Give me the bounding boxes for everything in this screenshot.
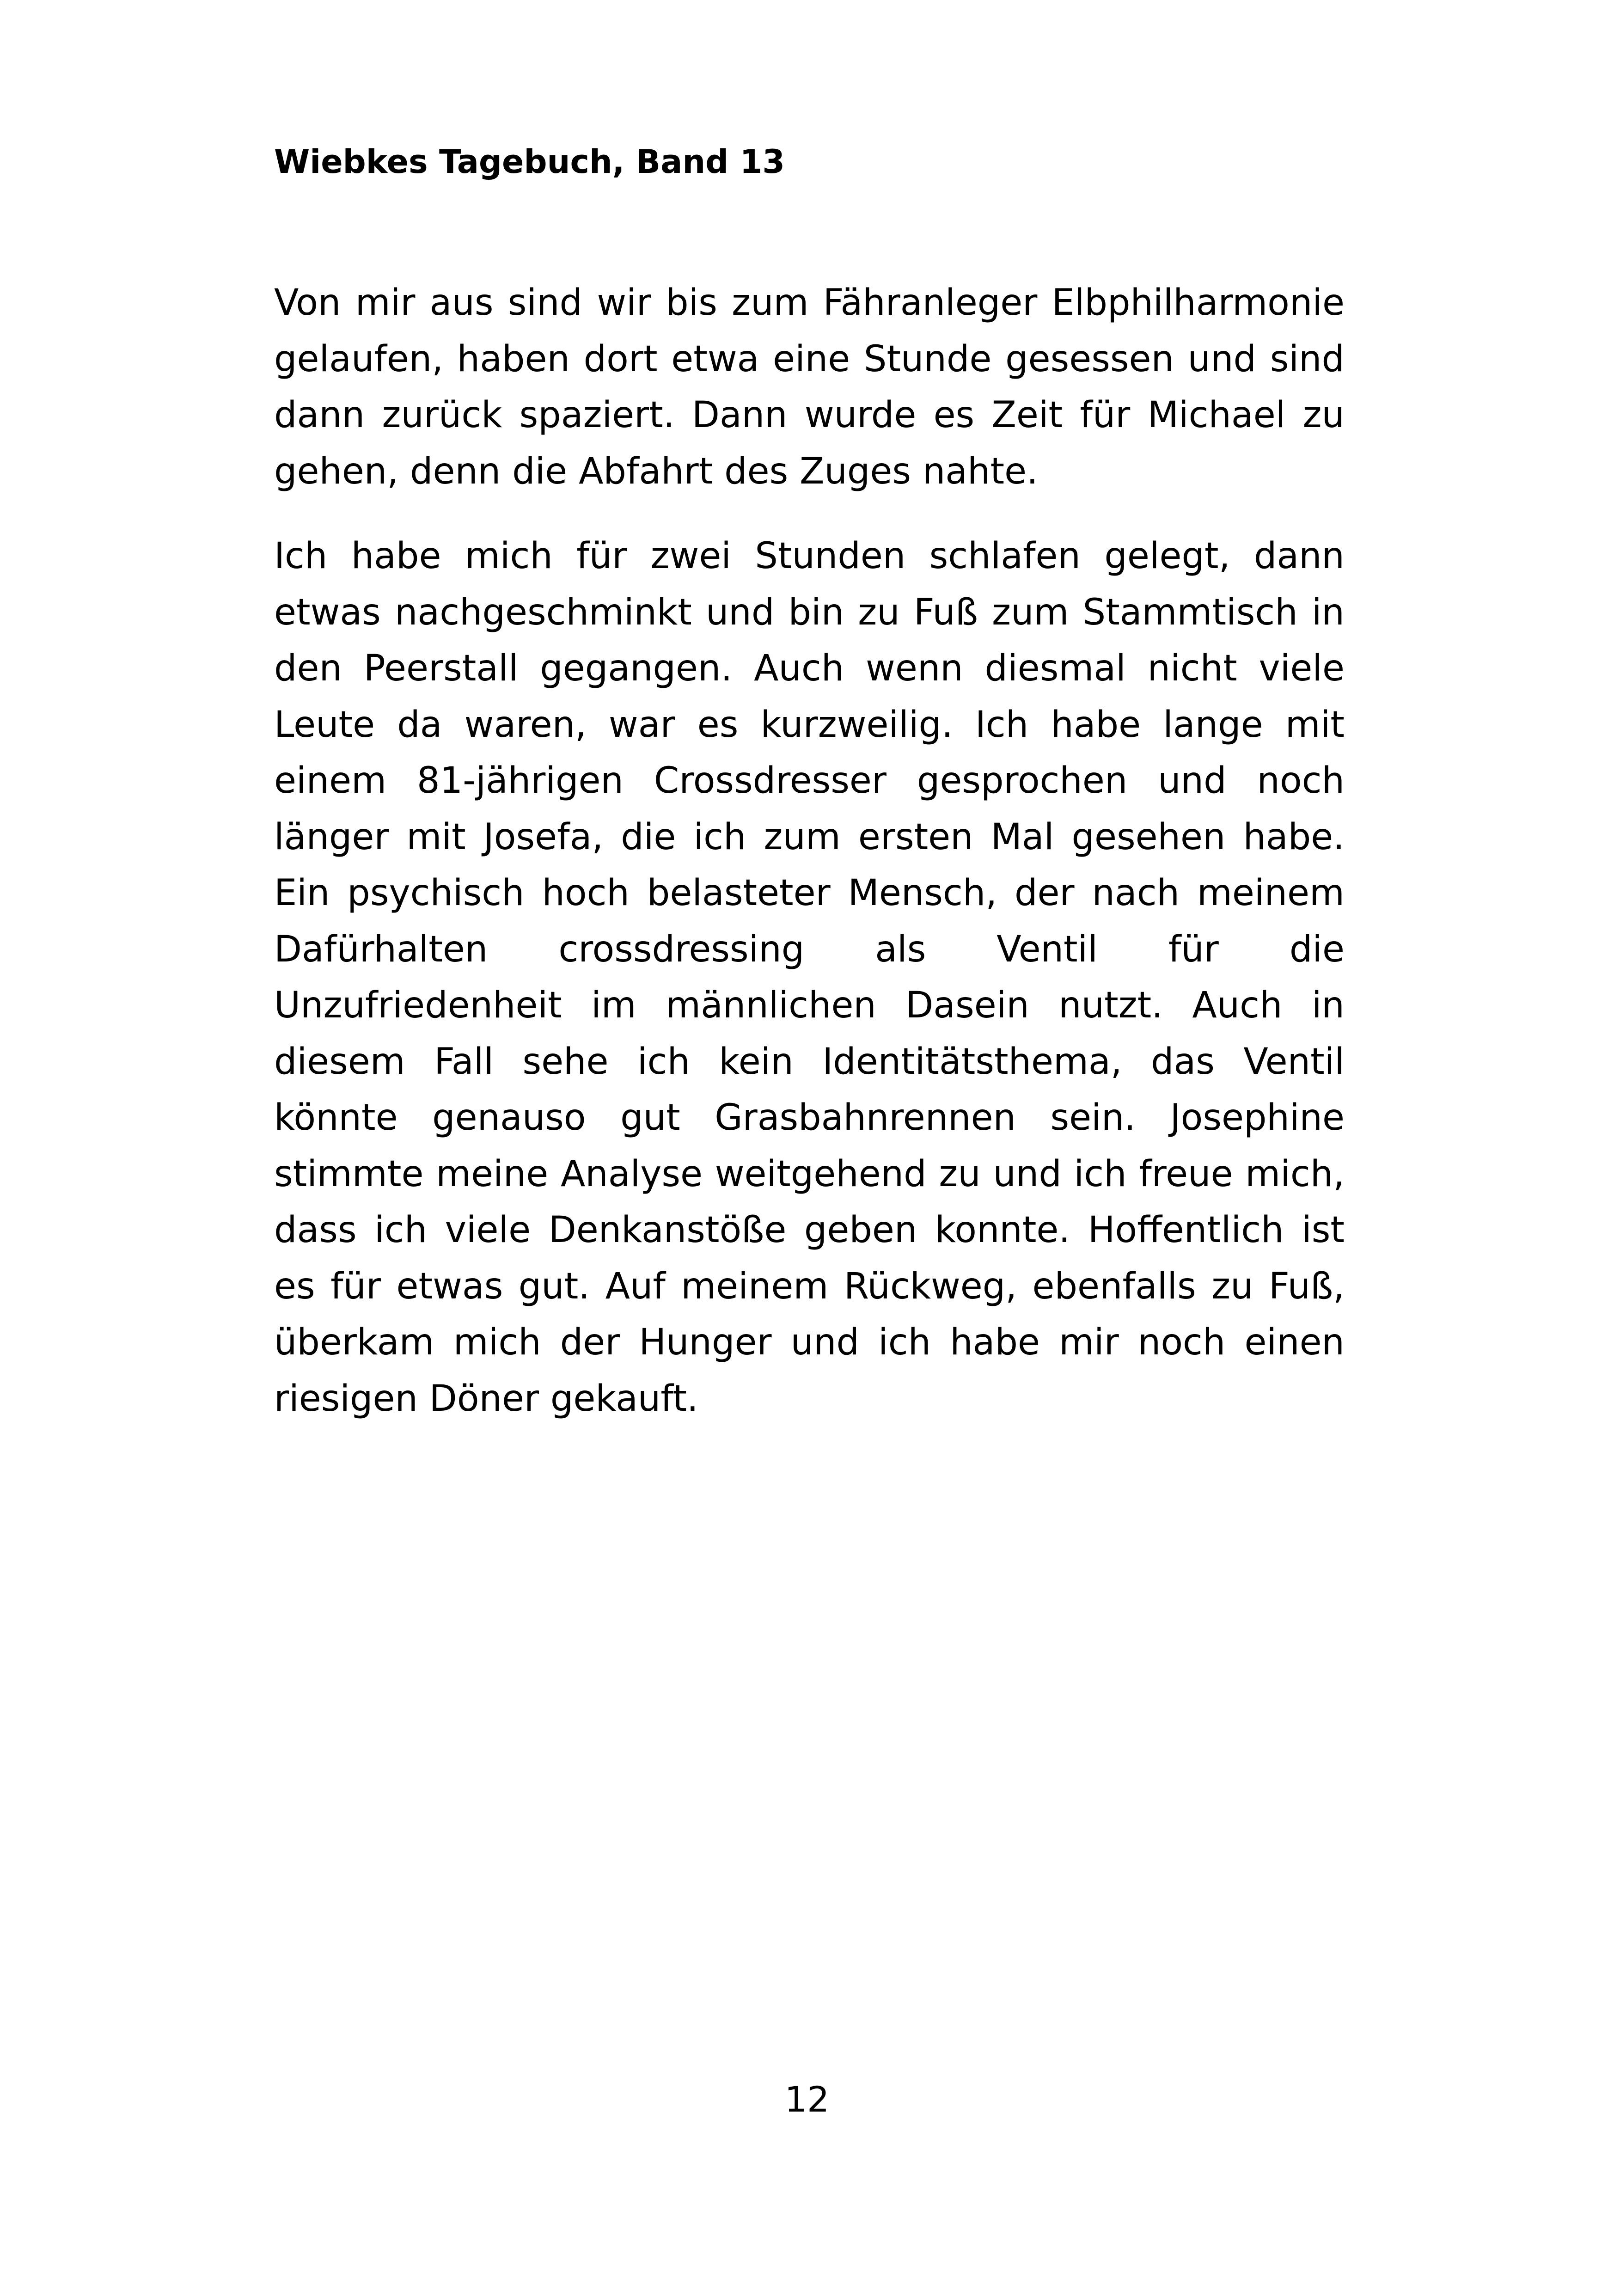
running-header: Wiebkes Tagebuch, Band 13 xyxy=(274,143,785,181)
paragraph: Von mir aus sind wir bis zum Fähranleger Elbphilharmonie gelaufen, haben dort etwa eine Stunde gesessen und sind dann zurück spaziert. Dann wurde es Zeit für Michael zu gehen, denn die Abfahrt des Zuges nahte. xyxy=(274,282,1345,492)
page-number: 12 xyxy=(784,2079,830,2120)
body-text xyxy=(274,275,1345,1456)
paragraph: Ich habe mich für zwei Stunden schlafen gelegt, dann etwas nachgeschminkt und bin zu Fuß zum Stammtisch in den Peerstall gegangen. Auch wenn diesmal nicht viele Leute da waren, war es kurzweilig. Ich habe lange mit einem 81-jährigen Crossdresser gesprochen und noch länger mit Josefa, die ich zum ersten Mal gesehen habe. Ein psychisch hoch belasteter Mensch, der nach meinem Dafürhalten crossdressing als Ventil für die Unzufriedenheit im männlichen Dasein nutzt. Auch in diesem Fall sehe ich kein Identitätsthema, das Ventil könnte genauso gut Grasbahnrennen sein. Josephine stimmte meine Analyse weitgehend zu und ich freue mich, dass ich viele Denkanstöße geben konnte. Hoffentlich ist es für etwas gut. Auf meinem Rückweg, ebenfalls zu Fuß, überkam mich der Hunger und ich habe mir noch einen riesigen Döner gekauft. xyxy=(274,535,1345,1420)
